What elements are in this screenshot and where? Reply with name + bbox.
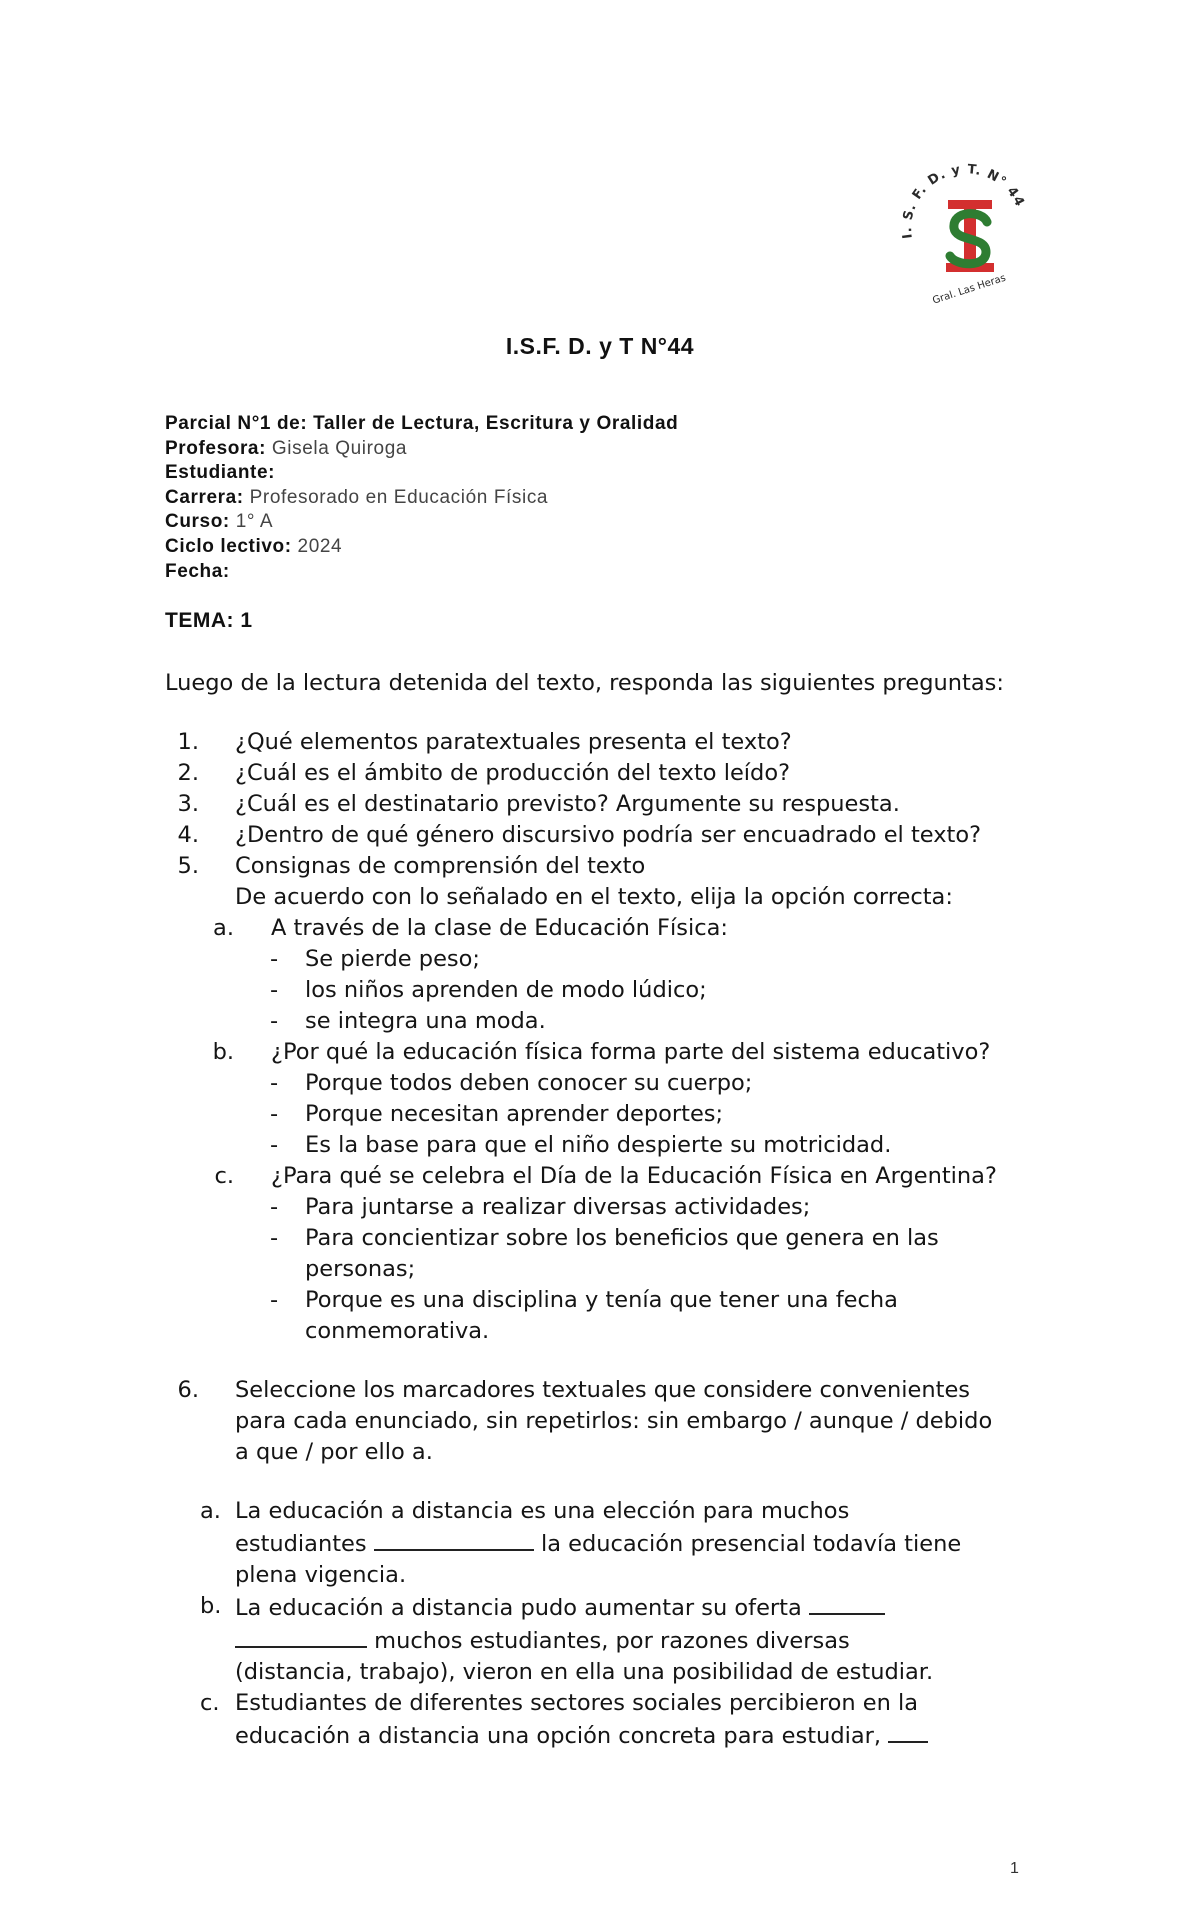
fill-blank[interactable] — [809, 1591, 885, 1615]
q6-item-b — [165, 1591, 1035, 1624]
item-text: educación a distancia una opción concreta para estudiar, — [235, 1723, 882, 1749]
question-number: 6. — [177, 1377, 199, 1403]
q6-item-a-line3: plena vigencia. — [235, 1562, 407, 1588]
item-letter: c. — [214, 1163, 234, 1189]
dash-bullet: - — [270, 977, 279, 1003]
q5-item-a — [165, 913, 1035, 944]
dash-bullet: - — [270, 1132, 279, 1158]
option-text: Porque necesitan aprender deportes; — [305, 1101, 724, 1127]
ciclo-value: 2024 — [291, 535, 343, 557]
option — [165, 1099, 1035, 1130]
carrera-value: Profesorado en Educación Física — [243, 486, 549, 508]
option — [165, 975, 1035, 1006]
option-text: se integra una moda. — [305, 1008, 546, 1034]
dash-bullet: - — [270, 1194, 279, 1220]
item-letter: a. — [200, 1498, 221, 1524]
item-text: ¿Por qué la educación física forma parte del sistema educativo? — [271, 1039, 991, 1065]
item-letter: a. — [213, 915, 234, 941]
question-1 — [165, 727, 1035, 758]
option-text: los niños aprenden de modo lúdico; — [305, 977, 707, 1003]
option — [165, 1285, 1035, 1316]
option — [165, 1006, 1035, 1037]
dash-bullet: - — [270, 1101, 279, 1127]
logo-arc-text: I. S. F. D. y T. N° 44 — [900, 162, 1028, 240]
q6-item-c-line2 — [165, 1719, 1035, 1752]
exam-header — [165, 412, 678, 584]
parcial-label: Parcial N°1 de: Taller de Lectura, Escritura y Oralidad — [165, 413, 679, 434]
item-text: La educación a distancia es una elección para muchos — [235, 1498, 850, 1524]
institution-logo — [890, 160, 1040, 310]
q6-item-a — [165, 1496, 1035, 1527]
question-number: 4. — [177, 822, 199, 848]
ciclo-label: Ciclo lectivo: — [165, 535, 292, 557]
option-continuation: conmemorativa. — [305, 1318, 490, 1344]
estudiante-label: Estudiante: — [165, 462, 276, 484]
page-number: 1 — [1010, 1860, 1019, 1877]
option-text: Para juntarse a realizar diversas actividades; — [305, 1194, 811, 1220]
profesora-value: Gisela Quiroga — [266, 437, 408, 459]
q5-item-c — [165, 1161, 1035, 1192]
option-text: Porque es una disciplina y tenía que tener una fecha — [305, 1287, 898, 1313]
exam-content — [165, 668, 1035, 1752]
question-text: Seleccione los marcadores textuales que considere convenientes — [235, 1377, 971, 1403]
logo-bottom-text: Gral. Las Heras — [931, 272, 1008, 307]
item-text: muchos estudiantes, por razones diversas — [374, 1628, 850, 1654]
option-text: Se pierde peso; — [305, 946, 480, 972]
option — [165, 1068, 1035, 1099]
item-text: A través de la clase de Educación Física: — [271, 915, 728, 941]
option-continuation: personas; — [305, 1256, 416, 1282]
question-text: ¿Dentro de qué género discursivo podría ser encuadrado el texto? — [235, 822, 982, 848]
carrera-label: Carrera: — [165, 486, 244, 508]
option-text: Para concientizar sobre los beneficios que genera en las — [305, 1225, 939, 1251]
institution-title: I.S.F. D. y T N°44 — [505, 333, 695, 359]
item-text: La educación a distancia pudo aumentar su oferta — [235, 1595, 802, 1621]
item-text: la educación presencial todavía tiene — [540, 1531, 962, 1557]
question-number: 3. — [177, 791, 199, 817]
dash-bullet: - — [270, 1225, 279, 1251]
question-number: 5. — [177, 853, 199, 879]
item-text: ¿Para qué se celebra el Día de la Educación Física en Argentina? — [271, 1163, 997, 1189]
question-6-continuation: para cada enunciado, sin repetirlos: sin embargo / aunque / debido — [235, 1408, 993, 1434]
question-2 — [165, 758, 1035, 789]
q6-item-a-line2 — [165, 1527, 1035, 1560]
question-4 — [165, 820, 1035, 851]
tema-label: TEMA: 1 — [165, 609, 253, 632]
item-text: Estudiantes de diferentes sectores sociales percibieron en la — [235, 1690, 919, 1716]
option-text: Es la base para que el niño despierte su motricidad. — [305, 1132, 892, 1158]
question-6-continuation: a que / por ello a. — [235, 1439, 433, 1465]
fill-blank[interactable] — [235, 1624, 367, 1648]
curso-label: Curso: — [165, 511, 230, 533]
question-text: ¿Cuál es el ámbito de producción del texto leído? — [235, 760, 791, 786]
question-text: Consignas de comprensión del texto — [235, 853, 646, 879]
question-number: 1. — [177, 729, 199, 755]
fill-blank[interactable] — [374, 1527, 534, 1551]
q5-instruction: De acuerdo con lo señalado en el texto, elija la opción correcta: — [235, 884, 953, 910]
option — [165, 1192, 1035, 1223]
option — [165, 1130, 1035, 1161]
item-letter: b. — [212, 1039, 234, 1065]
q6-item-b-line3: (distancia, trabajo), vieron en ella una posibilidad de estudiar. — [235, 1659, 934, 1685]
fill-blank[interactable] — [888, 1719, 928, 1743]
q6-item-c — [165, 1688, 1035, 1719]
item-letter: b. — [200, 1593, 222, 1619]
question-number: 2. — [177, 760, 199, 786]
q6-item-b-line2 — [165, 1624, 1035, 1657]
q5-item-b — [165, 1037, 1035, 1068]
question-3 — [165, 789, 1035, 820]
question-5 — [165, 851, 1035, 882]
fecha-label: Fecha: — [165, 560, 230, 582]
option — [165, 1223, 1035, 1254]
dash-bullet: - — [270, 1008, 279, 1034]
curso-value: 1° A — [229, 511, 274, 533]
dash-bullet: - — [270, 1070, 279, 1096]
question-6 — [165, 1375, 1035, 1406]
question-text: ¿Cuál es el destinatario previsto? Argumente su respuesta. — [235, 791, 900, 817]
option-text: Porque todos deben conocer su cuerpo; — [305, 1070, 753, 1096]
dash-bullet: - — [270, 946, 279, 972]
question-text: ¿Qué elementos paratextuales presenta el texto? — [235, 729, 792, 755]
intro-text: Luego de la lectura detenida del texto, responda las siguientes preguntas: — [165, 670, 1004, 696]
item-letter: c. — [200, 1690, 220, 1716]
item-text: estudiantes — [235, 1531, 367, 1557]
profesora-label: Profesora: — [165, 437, 267, 459]
option — [165, 944, 1035, 975]
dash-bullet: - — [270, 1287, 279, 1313]
